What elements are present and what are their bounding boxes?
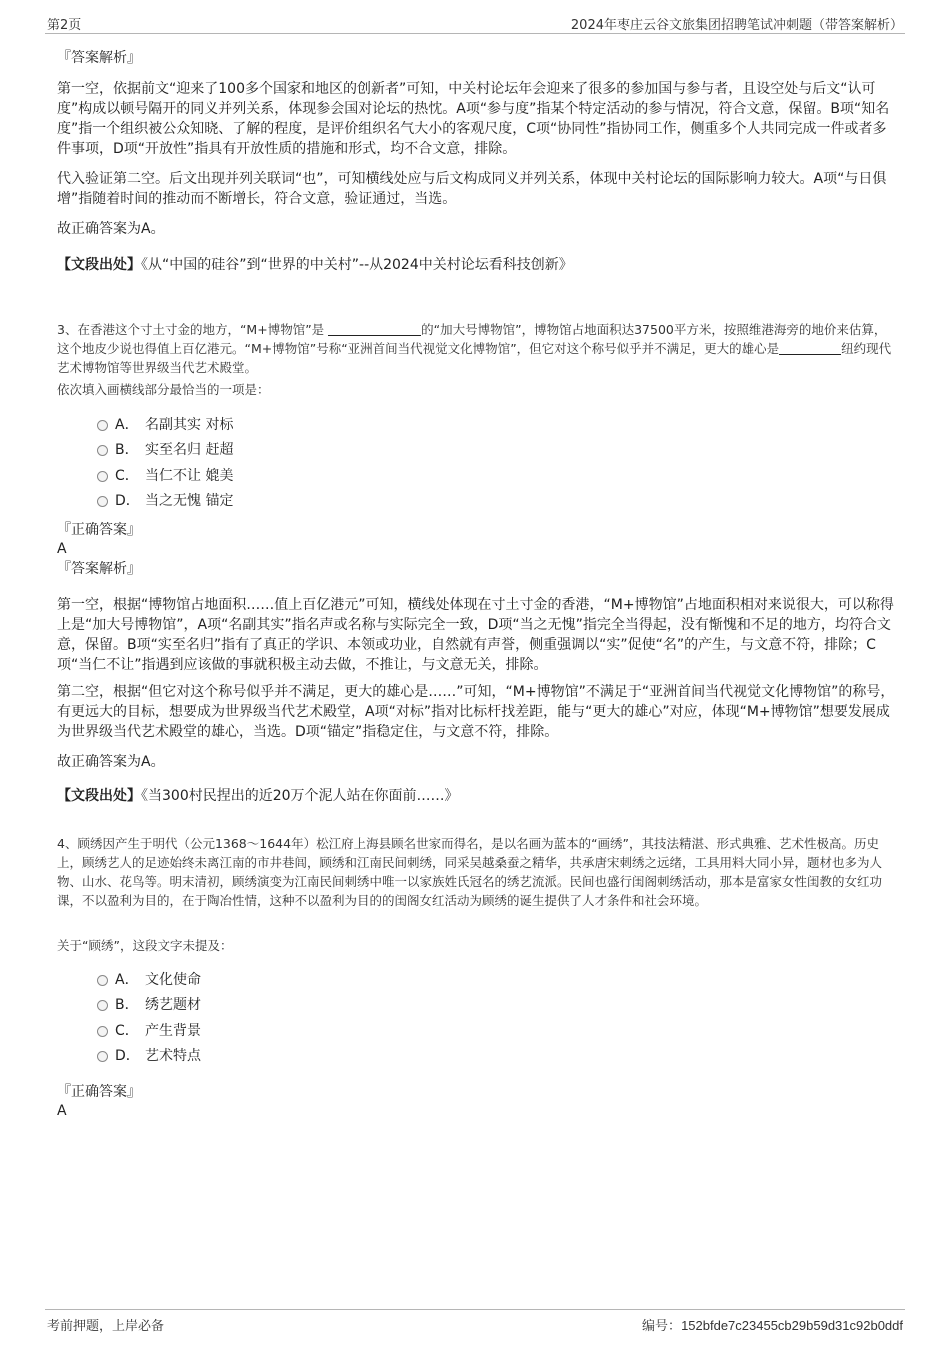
option-text: 文化使命 [145, 972, 201, 988]
option-letter: C． [115, 468, 139, 484]
q3-analysis-para2: 第二空，根据“但它对这个称号似乎并不满足，更大的雄心是……”可知，“M+博物馆”不满足于“亚洲首间当代视觉文化博物馆”的称号，有更远大的目标，想要成为世界级当代艺术殿堂，A项“对标”指对比标杆找差距，能与“更大的雄心”对应，体现“M+博物馆”想要发展成为世界级当代艺术殿堂的雄心，当选。D项“锚定”指稳定住，与文意不符，排除。 [57, 684, 895, 740]
radio-icon[interactable] [97, 1051, 108, 1062]
q3-stem [57, 320, 895, 377]
q3-conclusion: 故正确答案为A。 [57, 754, 165, 770]
q4-answer-label: 『正确答案』 [57, 1084, 141, 1100]
q3-prompt: 依次填入画横线部分最恰当的一项是： [57, 382, 270, 397]
q3-analysis-label: 『答案解析』 [57, 561, 141, 577]
q3-source-text: 《当300村民捏出的近20万个泥人站在你面前……》 [141, 788, 459, 804]
q4-answer: A [57, 1103, 67, 1119]
q3-answer-label: 『正确答案』 [57, 522, 141, 538]
page-number: 第2页 [47, 18, 82, 33]
radio-icon[interactable] [97, 420, 108, 431]
radio-icon[interactable] [97, 975, 108, 986]
option-letter: A． [115, 417, 139, 433]
footer-slogan: 考前押题，上岸必备 [47, 1319, 165, 1334]
option-text: 艺术特点 [145, 1048, 201, 1064]
q2-source-label: 【文段出处】 [57, 257, 141, 273]
option-letter: A． [115, 972, 139, 988]
q3-source [57, 786, 895, 806]
option-text: 产生背景 [145, 1023, 201, 1039]
q3-stem-part1: 3、在香港这个寸土寸金的地方，“M+博物馆”是 [57, 321, 325, 337]
q2-analysis-para2: 代入验证第二空。后文出现并列关联词“也”，可知横线处应与后文构成同义并列关系，体现中关村论坛的国际影响力较大。A项“与日俱增”指随着时间的推动而不断增长，符合文意，验证通过，当选。 [57, 171, 887, 207]
q3-source-label: 【文段出处】 [57, 788, 141, 804]
q2-analysis-label: 『答案解析』 [57, 50, 141, 66]
option-letter: D． [115, 493, 140, 509]
option-text: 绣艺题材 [145, 997, 201, 1013]
option-letter: B． [115, 442, 139, 458]
option-text: 当之无愧 锚定 [145, 493, 234, 509]
option-letter: C． [115, 1023, 139, 1039]
q2-source [57, 255, 895, 275]
q2-source-text: 《从“中国的硅谷”到“世界的中关村”--从2024中关村论坛看科技创新》 [141, 257, 573, 273]
radio-icon[interactable] [97, 471, 108, 482]
radio-icon[interactable] [97, 1000, 108, 1011]
q2-conclusion: 故正确答案为A。 [57, 221, 165, 237]
q3-blank-2 [779, 340, 841, 355]
document-code-label: 编号： [642, 1319, 682, 1334]
radio-icon[interactable] [97, 1026, 108, 1037]
document-title: 2024年枣庄云谷文旅集团招聘笔试冲刺题（带答案解析） [570, 18, 903, 33]
q3-analysis-para1: 第一空，根据“博物馆占地面积……值上百亿港元”可知，横线处体现在寸土寸金的香港，“M+博物馆”占地面积相对来说很大，可以称得上是“加大号博物馆”，A项“名副其实”指名声或名称与实际完全一致，D项“当之无愧”指完全当得起，没有惭愧和不足的地方，均符合文意，保留。B项“实至名归”指有了真正的学识、本领或功业，自然就有声誉，侧重强调以“实”促使“名”的产生，与文意不符，排除；C项“当仁不让”指遇到应该做的事就积极主动去做，不推让，与文意无关，排除。 [57, 597, 894, 673]
q3-blank-1 [328, 321, 421, 336]
option-letter: D． [115, 1048, 140, 1064]
q3-answer: A [57, 541, 67, 557]
q4-stem: 4、顾绣因产生于明代（公元1368～1644年）松江府上海县顾名世家而得名，是以名画为蓝本的“画绣”，其技法精湛、形式典雅、艺术性极高。历史上，顾绣艺人的足迹始终未离江南的市井巷闾，顾绣和江南民间刺绣，同采吴越桑蚕之精华，共承唐宋刺绣之远绪，工具用料大同小异，题材也多为人物、山水、花鸟等。明末清初，顾绣演变为江南民间刺绣中唯一以家族姓氏冠名的绣艺流派。民间也盛行闺阁刺绣活动，那本是富家女性闺教的女红功课，不以盈利为目的，在于陶冶性情，这种不以盈利为目的的闺阁女红活动为顾绣的诞生提供了人才条件和社会环境。 [57, 835, 883, 908]
option-letter: B． [115, 997, 139, 1013]
radio-icon[interactable] [97, 445, 108, 456]
q2-analysis-para1: 第一空，依据前文“迎来了100多个国家和地区的创新者”可知，中关村论坛年会迎来了很多的参加国与参与者，且设空处与后文“认可度”构成以顿号隔开的同义并列关系，体现参会国对论坛的热忱。A项“参与度”指某个特定活动的参与情况，符合文意，保留。B项“知名度”指一个组织被公众知晓、了解的程度，是评价组织名气大小的客观尺度，C项“协同性”指协同工作，侧重多个人共同完成一件或者多件事项，D项“开放性”指具有开放性质的措施和形式，均不合文意，排除。 [57, 81, 890, 157]
page-footer [45, 1309, 905, 1336]
option-text: 实至名归 赶超 [145, 442, 234, 458]
document-code [642, 1315, 903, 1334]
document-code-value: 152bfde7c23455cb29b59d31c92b0ddf [681, 1318, 903, 1333]
option-text: 当仁不让 媲美 [145, 468, 234, 484]
q4-prompt: 关于“顾绣”，这段文字未提及： [57, 938, 233, 953]
q3-stem-part3: 纽约现代艺术博物馆等世界级当代艺术殿堂。 [57, 340, 892, 375]
radio-icon[interactable] [97, 496, 108, 507]
q3-stem-part2: 的“加大号博物馆”，博物馆占地面积达37500平方米，按照维港海旁的地价来估算，这个地皮少说也得值上百亿港元。“M+博物馆”号称“亚洲首间当代视觉文化博物馆”，但它对这个称号似乎并不满足，更大的雄心是 [57, 321, 887, 356]
option-text: 名副其实 对标 [145, 417, 234, 433]
page-header [45, 11, 905, 34]
